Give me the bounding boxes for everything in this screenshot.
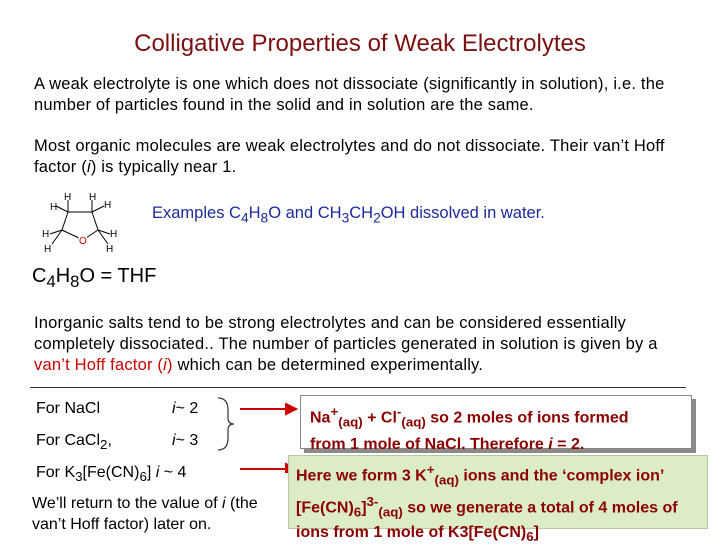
return-note: We’ll return to the value of i (the van’t Hoff factor) later on. xyxy=(32,495,258,533)
atom-h: H xyxy=(50,202,58,213)
cacl2-factor: i~ 3 xyxy=(172,432,199,449)
atom-h: H xyxy=(42,229,50,240)
divider xyxy=(30,387,686,388)
thf-formula: $C_4H_8O$ = THF xyxy=(32,265,157,291)
atom-h: H xyxy=(44,244,52,255)
atom-h: H xyxy=(89,192,97,203)
vant-hoff-highlight: van’t Hoff factor (i) xyxy=(34,356,173,374)
slide-title: Colligative Properties of Weak Electrolytes xyxy=(134,30,586,57)
organic-molecules-paragraph: Most organic molecules are weak electrolytes and do not dissociate. Their van’t Hoff factor (i) is typically near 1. xyxy=(34,137,665,176)
atom-h: H xyxy=(104,200,112,211)
nacl-explanation-text: $Na^+_{(aq)} + Cl^-_{(aq)}$ so 2 moles of ions formed from 1 mole of NaCl. Therefore i = 2. xyxy=(310,404,629,453)
nacl-factor: i~ 2 xyxy=(172,400,199,417)
k3fecn6-row: For $K_3[Fe(CN)_6]$ i ~ 4 xyxy=(36,464,187,485)
examples-text: Examples $C_4H_8O$ and $CH_3CH_2OH$ dissolved in water. xyxy=(152,204,545,226)
atom-h: H xyxy=(106,244,114,255)
right-brace-icon xyxy=(216,396,236,452)
inorganic-salts-paragraph: Inorganic salts tend to be strong electrolytes and can be considered essentially completely dissociated.. The number of particles generated in solution is given by a van’t Hoff factor (i) which can be determined experimentally. xyxy=(34,314,658,374)
nacl-label: For NaCl xyxy=(36,400,101,417)
cacl2-label: For CaCl$_2$, xyxy=(36,432,112,453)
complex-ion-text: Here we form 3 $K^+_{(aq)}$ ions and the ‘complex ion’ $[Fe(CN)_6]^{3-}_{(aq)}$ so we generate a total of 4 moles of ions from 1 mole of $K3[Fe(CN)_6]$ xyxy=(296,462,678,545)
weak-electrolyte-paragraph: A weak electrolyte is one which does not dissociate (significantly in solution), i.e. the number of particles found in the solid and in solution are the same. xyxy=(34,75,665,114)
thf-molecule-diagram xyxy=(36,190,146,260)
atom-o: O xyxy=(79,236,87,247)
atom-h: H xyxy=(64,192,72,203)
atom-h: H xyxy=(110,229,118,240)
